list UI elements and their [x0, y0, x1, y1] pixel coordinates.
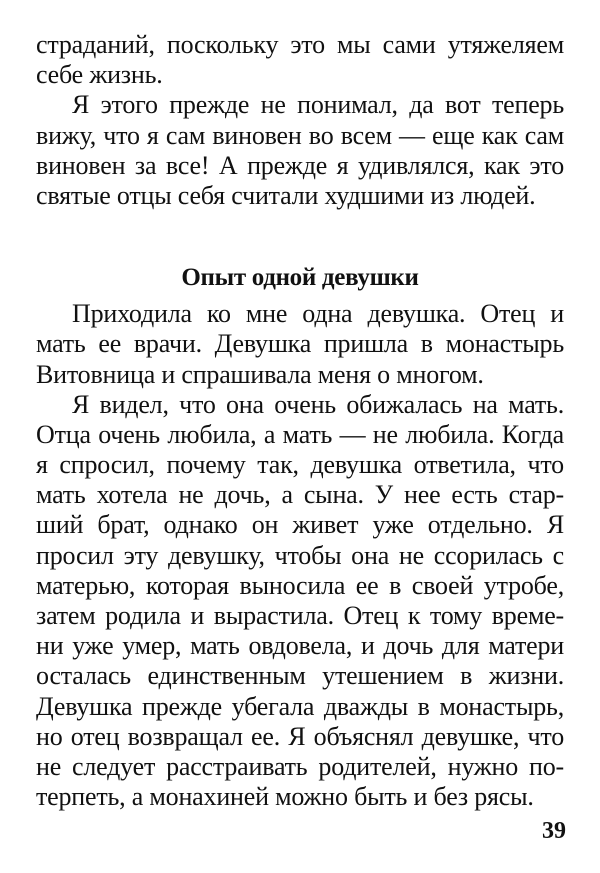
text-line: осталась единственным утешением в жизни. — [36, 661, 564, 691]
paragraph — [36, 90, 564, 211]
text-line: Отца очень любила, а мать — не любила. Когда — [36, 419, 564, 449]
paragraph-continuation — [36, 30, 564, 90]
text-line: себе жизнь. — [36, 60, 163, 90]
paragraph — [36, 390, 564, 813]
text-line: вижу, что я сам виновен во всем — еще как сам — [36, 120, 564, 150]
spacer — [36, 211, 564, 263]
text-line: затем родила и вырастила. Отец к тому време- — [36, 601, 564, 630]
text-line: ший брат, однако он живет уже отдельно. Я — [36, 510, 564, 540]
text-line: Я этого прежде не понимал, да вот теперь — [72, 90, 564, 120]
text-line: я спросил, почему так, девушка ответила, что — [36, 450, 564, 480]
text-line: но отец возвращал ее. Я объяснял девушке, что — [36, 721, 564, 751]
page-text-block — [36, 30, 564, 812]
text-line: святые отцы себя считали худшими из людей. — [36, 180, 536, 210]
text-line: мать ее врачи. Девушка пришла в монастырь — [36, 329, 564, 359]
text-line: не следует расстраивать родителей, нужно по- — [36, 751, 564, 781]
text-line: ни уже умер, мать овдовела, и дочь для матери — [36, 631, 564, 661]
text-line: матерью, которая выносила ее в своей утробе, — [36, 570, 564, 600]
text-line: мать хотела не дочь, а сына. У нее есть стар- — [36, 480, 564, 510]
text-line: терпеть, а монахиней можно быть и без рясы. — [36, 782, 534, 812]
paragraph — [36, 299, 564, 390]
text-line: Я видел, что она очень обижалась на мать. — [72, 389, 564, 419]
text-line: Девушка прежде убегала дважды в монастырь, — [36, 691, 564, 721]
text-line: просил эту девушку, чтобы она не ссорилась с — [36, 540, 564, 570]
page-number: 39 — [542, 818, 566, 844]
text-line: Витовница и спрашивала меня о многом. — [36, 359, 484, 389]
text-line: виновен за все! А прежде я удивлялся, как это — [36, 150, 564, 180]
text-line: страданий, поскольку это мы сами утяжеляем — [36, 30, 564, 59]
section-heading: Опыт одной девушки — [181, 264, 419, 292]
text-line: Приходила ко мне одна девушка. Отец и — [72, 299, 564, 329]
